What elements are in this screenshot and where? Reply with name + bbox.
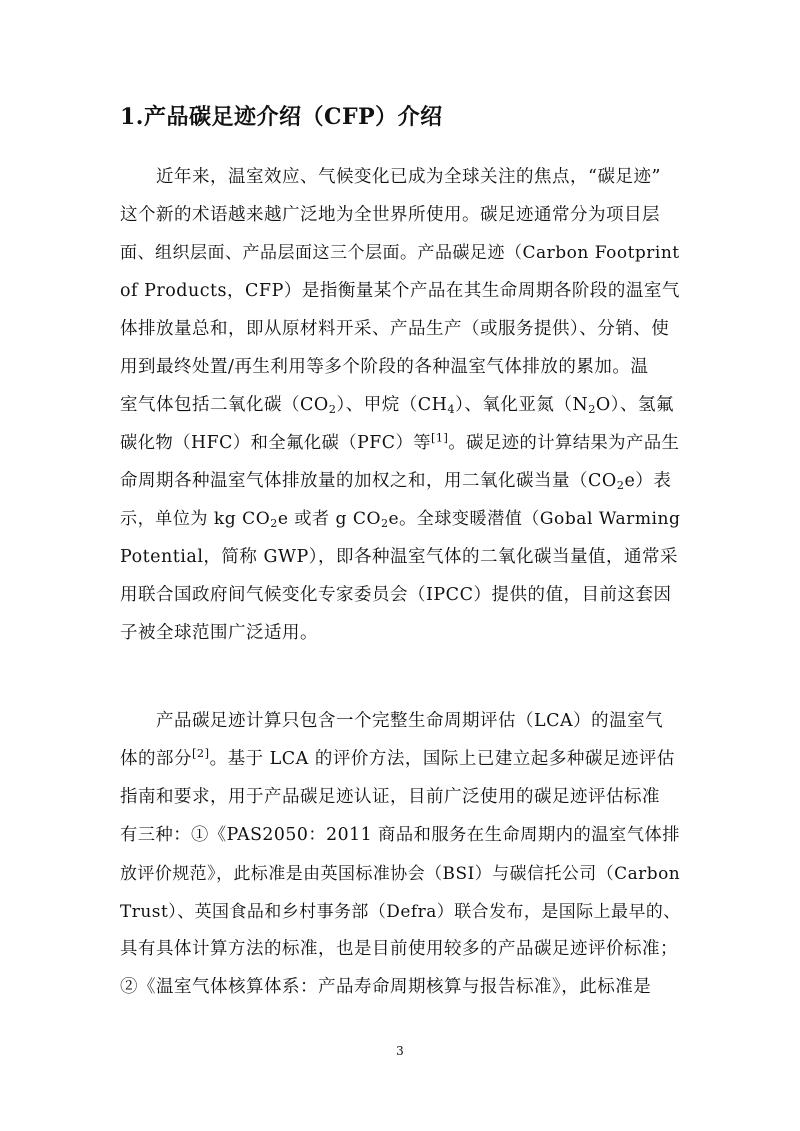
text-line: 面、组织层面、产品层面这三个层面。产品碳足迹（Carbon Footprint	[120, 243, 680, 263]
subscript: 2	[270, 516, 278, 530]
text-line: 指南和要求，用于产品碳足迹认证，目前广泛使用的碳足迹评估标准	[120, 787, 660, 807]
text-line: Potential，简称 GWP），即各种温室气体的二氧化碳当量值，通常采	[120, 547, 678, 567]
text-segment: 体的部分	[120, 749, 192, 769]
text-line	[120, 462, 680, 500]
text-segment: e 或者 g CO	[277, 509, 381, 529]
text-line: 放评价规范》，此标准是由英国标准协会（BSI）与碳信托公司（Carbon	[120, 863, 681, 883]
paragraph-cfp-standards	[120, 702, 680, 1006]
subscript: 2	[380, 516, 389, 530]
subscript: 4	[447, 401, 456, 416]
text-line	[120, 500, 680, 538]
text-line: 用联合国政府间气候变化专家委员会（IPCC）提供的值，目前这套因	[120, 585, 672, 605]
citation-reference: [2]	[192, 746, 210, 761]
subscript: 2	[616, 477, 625, 492]
page-number: 3	[396, 1044, 404, 1058]
subscript: 2	[328, 401, 337, 416]
text-line: Trust）、英国食品和乡村事务部（Defra）联合发布，是国际上最早的、	[120, 901, 681, 921]
text-segment: 室气体包括二氧化碳（CO	[120, 395, 329, 415]
text-segment: ）、甲烷（CH	[336, 395, 448, 415]
text-segment: O）、氢氟	[595, 395, 675, 415]
text-segment: e）表	[624, 471, 672, 491]
text-line: 有三种：①《PAS2050：2011 商品和服务在生命周期内的温室气体排	[120, 825, 681, 845]
subscript: 2	[588, 401, 596, 416]
citation-reference: [1]	[431, 431, 449, 445]
text-line: 用到最终处置/再生利用等多个阶段的各种温室气体排放的累加。温	[120, 357, 649, 377]
text-segment: 碳化物（HFC）和全氟化碳（PFC）等	[120, 433, 432, 453]
text-segment: 。碳足迹的计算结果为产品生	[448, 433, 680, 453]
text-line: of Products，CFP）是指衡量某个产品在其生命周期各阶段的温室气	[120, 281, 680, 301]
text-segment: e。全球变暖潜值（Gobal Warming	[388, 509, 681, 529]
text-line	[120, 740, 680, 778]
text-line: 子被全球范围广泛适用。	[120, 623, 318, 643]
text-line: 这个新的术语越来越广泛地为全世界所使用。碳足迹通常分为项目层	[120, 205, 660, 225]
text-line: ②《温室气体核算体系：产品寿命周期核算与报告标准》，此标准是	[120, 977, 652, 997]
text-line	[120, 424, 680, 462]
text-line: 体排放量总和，即从原材料开采、产品生产（或服务提供）、分销、使	[120, 319, 670, 339]
text-line: 产品碳足迹计算只包含一个完整生命周期评估（LCA）的温室气	[156, 711, 664, 731]
text-segment: 示，单位为 kg CO	[120, 509, 271, 529]
paragraph-cfp-intro	[120, 158, 680, 652]
section-heading: 1.产品碳足迹介绍（CFP）介绍	[120, 104, 443, 130]
text-line: 近年来，温室效应、气候变化已成为全球关注的焦点，“碳足迹”	[156, 167, 661, 187]
text-segment: ）、氧化亚氮（N	[455, 395, 589, 415]
text-line	[120, 386, 680, 424]
text-line: 具有具体计算方法的标准，也是目前使用较多的产品碳足迹评价标准；	[120, 939, 678, 959]
text-segment: 。基于 LCA 的评价方法，国际上已建立起多种碳足迹评估	[209, 749, 675, 769]
text-segment: 命周期各种温室气体排放量的加权之和，用二氧化碳当量（CO	[120, 471, 617, 491]
